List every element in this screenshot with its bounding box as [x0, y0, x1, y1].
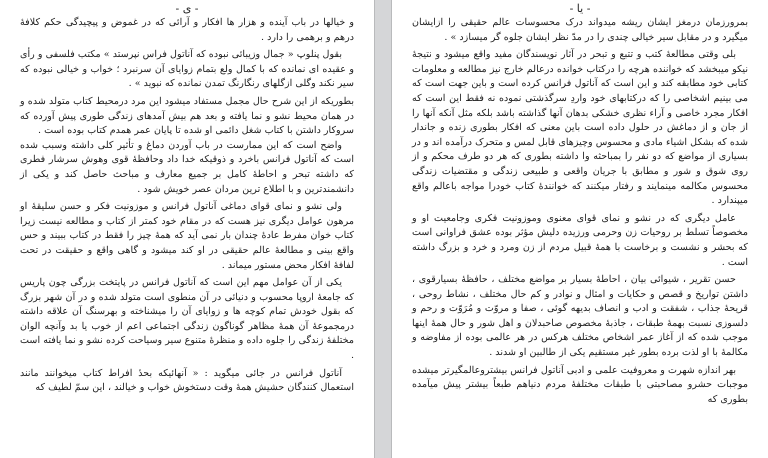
- page-number: - ی -: [175, 2, 199, 15]
- left-page: [0, 0, 374, 458]
- page-number: - یا -: [569, 2, 591, 15]
- page-gutter: [374, 0, 392, 458]
- paragraph: عامل دیگری که در نشو و نمای قوای معنوی وموزونیت فکری وجامعیت او و مخصوصاً تسلط بر روحیات زن وحرمی ورزیده دلیش مؤثر بوده عشق فراوانی است که بحشر و نشست و برخاست با همهٔ قبیل مردم از زن ومرد و خرد و بزرگ داشته است .: [412, 212, 748, 268]
- paragraph: یکی از آن عوامل مهم این است که آناتول فرانس در پایتخت بزرگی چون پاریس که جامعهٔ اروپا محسوب و دنیائی در آن منطوی است متولد شده و در آن شهر بزرگ که بقول خودش تمام کوچه ها و زوایای آن را میشناخته و بهرسنگ آن علاقه داشته درمجموعهٔ آن همهٔ مظاهر گوناگون زندگی اجتماعی اعم از خوب یا بد وآنچه الوان مختلفهٔ زندگی را جلوه داده و منظرهٔ متنوع سیر وسیاحت کرده نشو و نما یافته است .: [20, 277, 354, 362]
- paragraph: حسن تقریر ، شیوائی بیان ، احاطهٔ بسیار بر مواضع مختلف ، حافظهٔ بسیارقوی ، داشتن تواریخ و قصص و حکایات و امثال و نوادر و کم حال مختلف ، نشاط روحی ، قریحهٔ جذاب ، شفقت و ادب و انصاف بدیهه گوئی ، صفا و مروّت و مُرَوّت و رحم و دلسوزی نسبت بهمهٔ طبقات ، جاذبهٔ مخصوص صاحبدلان و اهل شور و حال همهٔ اینها موجب شده که از آغاز عمر اشخاص مختلف هرکس در هر عالمی بوده از مفاوضه و مکالمهٔ با او لذت برده بطور غیر مستقیم یکی از طالبین او شدند .: [412, 274, 748, 359]
- paragraph: آناتول فرانس در جائی میگوید : « آنهائیکه بحدٔ افراط کتاب میخوانند مانند استعمال کنندگان حشیش همهٔ وقت دستخوش خواب و خیالند ، این سمّ لطیف که: [20, 367, 354, 394]
- paragraph: بلی وقتی مطالعهٔ کتب و تتبع و تبحر در آثار نویسندگان مفید واقع میشود و نتیجهٔ نیکو میبخشد که خواننده هرچه را دركتاب خوانده درعالم خارج نیز مطالعه و معلومات کتابی خود مطابقه کند و این است که آناتول فرانس کرده است و باین جهت است که می بینیم اشخاصی را که درکتابهای خود واردِ سرگذشتی نموده نه فقط این است که افکار مجرد خاصی و آراء نظری خشکی بدهان آنها گذاشته باشد بلکه مثل آنکه آنها را از جان و از دماغش در حلول داده است باین معنی که افکار بطوری زنده و جاندار شده که بشکل اشیاء مادی و محسوس وچیزهای قابل لمس و متحرک درآمده اند و در بسیاری از مواضع که دو نفر را بمباحثه وا داشته بطوری که هر دو طرف محکم و از روی شوق و شور و مطابق با جریان واقعی و طبیعی زندگی و مقتضیات زندگی محسوس مکالمه مینمایند و رفتار میکنند که خوانندهٔ کتاب خودرا مواجه باعالم واقع میپندارد .: [412, 49, 748, 207]
- paragraph: بمرورزمان درمغز ایشان ریشه میدواند درک محسوسات عالم حقیقی را ازایشان میگیرد و در مقابل سیر خیالی چندی را در مدّ نظر ایشان جلوه گر میسازد » .: [412, 17, 748, 43]
- paragraph: واضح است که این ممارست در باب آوردن دماغ و تأثیر کلی داشته وسبب شده است که آناتول فرانس باخرد و ذوقیکه خدا داد وحافظهٔ قوی وهوش سرشار فطری که داشته تبحر و احاطهٔ کامل بر جمیع معارف و مباحث حاصل کند و یکی از دانشمندترین و با اطلاع ترین مردان عصر خویش شود .: [20, 139, 354, 195]
- paragraph: ولی نشو و نمای قوای دماغی آناتول فرانس و موزونیت فکر و حسن سلیقهٔ او مرهون عوامل دیگری نیز هست که در مقام خود کمتر از کتاب و مطالعه نیست زیرا کتاب خوان مفرط عادهٔ چندان بار نمی آید که همهٔ چیز را فقط در کتاب ببیند و حس واقع بینی و مطالعهٔ عالم حقیقی در او کند میشود و گاهی واقع و حقیقت در تحت لفافهٔ افکار محض مستور میماند .: [20, 201, 354, 271]
- paragraph: بطوریکه از این شرح حال مجمل مستفاد میشود این مرد درمحیط کتاب متولد شده و در همان محیط نشو و نما یافته و بعد هم بیش آمدهای زندگی طوری پیش آورده که سروکار داشتن با کتاب شغل دائمی او شده تا پایان عمر همدم کتاب بوده است .: [20, 95, 354, 137]
- right-page: [392, 0, 768, 458]
- page-text: [20, 16, 354, 396]
- page-text: [412, 16, 748, 407]
- paragraph: بهر اندازه شهرت و معروفیت علمی و ادبی آناتول فرانس بیشتروعالمگیرتر میشده موجبات حشرو مصاحبتی با طبقات مختلفهٔ مردم دنیاهم طبعاً بیشتر پیش میآمده بطوری که: [412, 364, 748, 405]
- paragraph: و خیالها در باب آینده و هزار ها افکار و آرائی که در غموض و پیچیدگی حکم کلافهٔ درهم و برهمی را دارد .: [20, 17, 354, 43]
- paragraph: بقول پنلوپ « جمال وزیبائی نبوده که آناتول فراس نپرستد » مکتب فلسفی و رأی و عقیده ای نمانده که با کمال ولع بتمام زوایای آن سرنبرد ؛ خواب و خیالی نبوده که سیر نکند وگلی ازگلهای رنگارنگ تمدن نمانده که نبوید » .: [20, 49, 354, 90]
